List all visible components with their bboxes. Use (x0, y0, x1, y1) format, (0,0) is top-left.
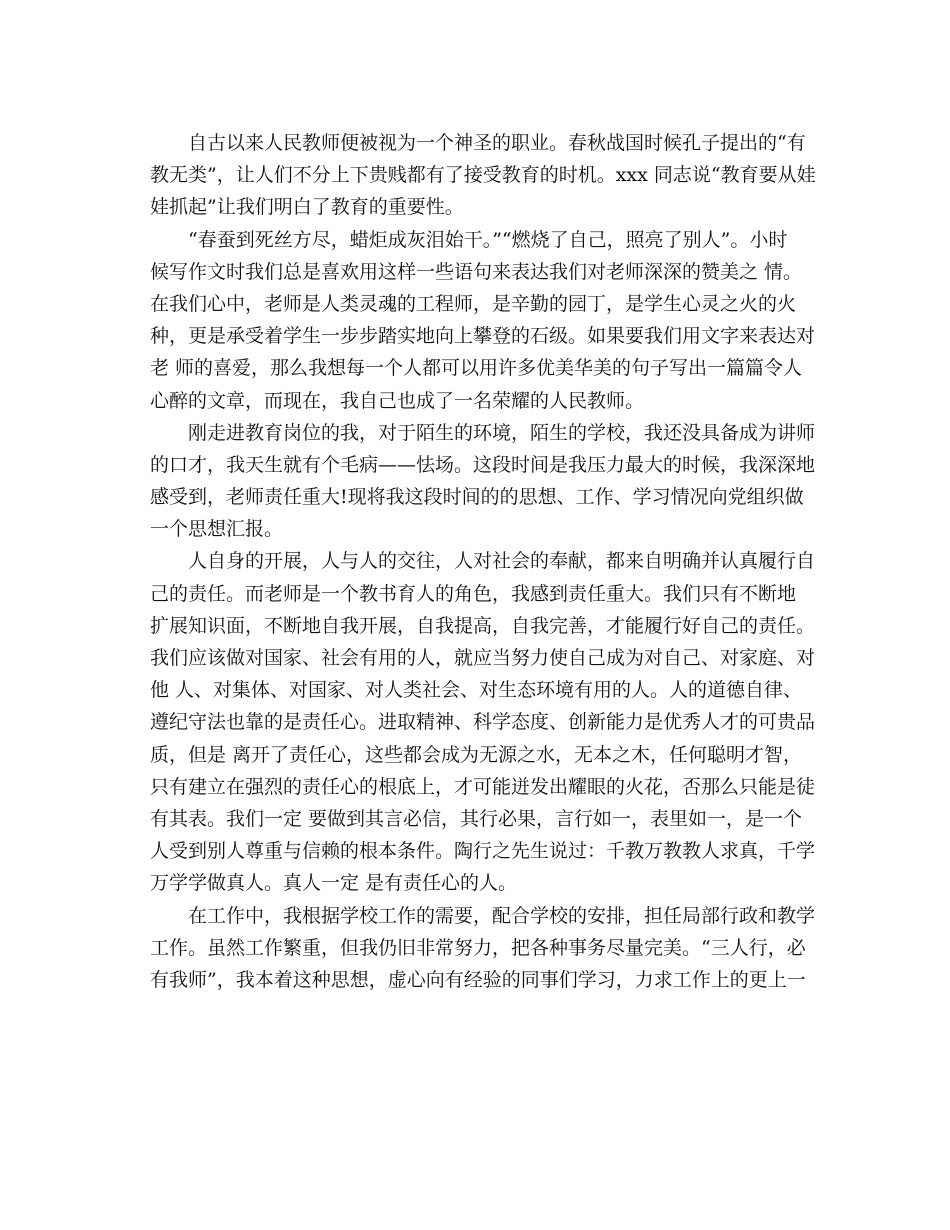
text-line: 扩展知识面，不断地自我开展，自我提高，自我完善，才能履行好自己的责任。 (150, 614, 816, 637)
text-line: 工作。虽然工作繁重，但我仍旧非常努力，把各种事务尽量完美。“三人行，必 (150, 936, 806, 959)
text-line: 一个思想汇报。 (150, 518, 284, 541)
text-line: 的口才，我天生就有个毛病——怯场。这段时间是我压力最大的时候，我深深地 (150, 453, 816, 476)
text-line: 种，更是承受着学生一步步踏实地向上攀登的石级。如果要我们用文字来表达对 (150, 325, 816, 348)
paragraph (150, 417, 816, 546)
paragraph (150, 900, 816, 997)
text-line: 刚走进教育岗位的我，对于陌生的环境，陌生的学校，我还没具备成为讲师 (188, 421, 816, 444)
text-line: 己的责任。而老师是一个教书育人的角色，我感到责任重大。我们只有不断地 (150, 582, 797, 605)
text-line: 心醉的文章，而现在，我自己也成了一名荣耀的人民教师。 (150, 389, 645, 412)
text-line: 在我们心中，老师是人类灵魂的工程师，是辛勤的园丁，是学生心灵之火的火 (150, 292, 797, 315)
text-line: 只有建立在强烈的责任心的根底上，才可能迸发出耀眼的火花，否那么只能是徒 (150, 775, 816, 798)
text-line: 自古以来人民教师便被视为一个神圣的职业。春秋战国时候孔子提出的“有 (188, 132, 806, 154)
text-line: 他 人、对集体、对国家、对人类社会、对生态环境有用的人。人的道德自律、 (150, 679, 803, 702)
text-line: 万学学做真人。真人一定 是有责任心的人。 (150, 872, 518, 895)
paragraph (150, 127, 816, 224)
paragraph (150, 224, 816, 417)
text-line: 人受到别人尊重与信赖的根本条件。陶行之先生说过：千教万教教人求真，千学 (150, 840, 816, 863)
text-line: 教无类”，让人们不分上下贵贱都有了接受教育的时机。xxx 同志说“教育要从娃 (150, 164, 816, 187)
text-line: 有我师”，我本着这种思想，虚心向有经验的同事们学习，力求工作上的更上一 (150, 968, 806, 991)
text-line: 遵纪守法也靠的是责任心。进取精神、科学态度、创新能力是优秀人才的可贵品 (150, 711, 816, 734)
paragraph (150, 545, 816, 899)
text-line: 质，但是 离开了责任心，这些都会成为无源之水，无本之木，任何聪明才智， (150, 743, 803, 766)
text-line: “春蚕到死丝方尽，蜡炬成灰泪始干。”“燃烧了自己，照亮了别人”。小时 (188, 228, 788, 251)
text-line: 娃抓起”让我们明白了教育的重要性。 (150, 196, 464, 219)
text-line: 感受到，老师责任重大!现将我这段时间的的思想、工作、学习情况向党组织做 (150, 486, 804, 509)
text-line: 在工作中，我根据学校工作的需要，配合学校的安排，担任局部行政和教学 (188, 904, 816, 927)
text-line: 我们应该做对国家、社会有用的人，就应当努力使自己成为对自己、对家庭、对 (150, 647, 816, 669)
document-body (150, 127, 816, 996)
text-line: 人自身的开展，人与人的交往，人对社会的奉献，都来自明确并认真履行自 (188, 550, 816, 573)
text-line: 有其表。我们一定 要做到其言必信，其行必果，言行如一，表里如一，是一个 (150, 807, 803, 830)
text-line: 老 师的喜爱，那么我想每一个人都可以用许多优美华美的句子写出一篇篇令人 (150, 357, 803, 380)
text-line: 候写作文时我们总是喜欢用这样一些语句来表达我们对老师深深的赞美之 情。 (150, 260, 803, 283)
